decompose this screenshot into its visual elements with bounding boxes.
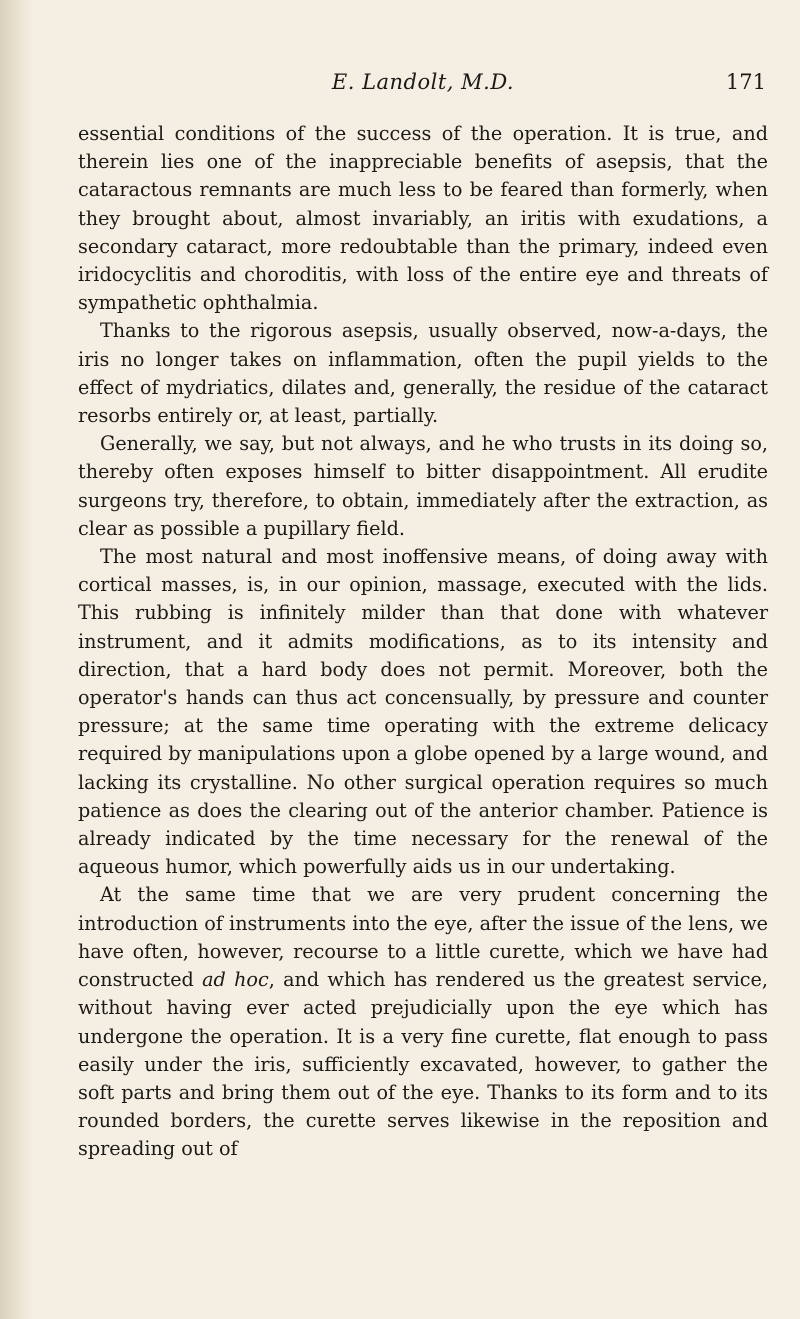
paragraph-5	[78, 881, 768, 1163]
page-number: 171	[725, 70, 766, 94]
body-text	[78, 120, 768, 1164]
paragraph-5-italic: ad hoc	[202, 968, 269, 992]
paragraph-2: Thanks to the rigorous asepsis, usually observed, now-a-days, the iris no longer takes on inflammation, often the pupil yields to the effect of mydriatics, dilates and, generally, the residue of the cataract resorbs entirely or, at least, partially.	[78, 319, 768, 428]
paragraph-5-text-a: At the same time that we are very prudent concerning the introduction of instruments into the eye, after the issue of the lens, we have often, however, recourse to a little curette, which we have had constructed	[78, 883, 768, 992]
page-binding-shadow	[0, 0, 34, 1319]
paragraph-5-text-b: , and which has rendered us the greatest service, without having ever acted prejudicially upon the eye which has undergone the operation. It is a very fine curette, flat enough to pass easily under the iris, sufficiently excavated, however, to gather the soft parts and bring them out of the eye. Thanks to its form and to its rounded borders, the curette serves likewise in the reposition and spreading out of	[78, 968, 768, 1161]
running-head	[78, 70, 768, 114]
book-page	[78, 70, 768, 1164]
paragraph-1: essential conditions of the success of the operation. It is true, and therein lies one of the inappreciable benefits of asepsis, that the cataractous remnants are much less to be feared than formerly, when they brought about, almost invariably, an iritis with exudations, a secondary cataract, more redoubtable than the primary, indeed even iridocyclitis and choroditis, with loss of the entire eye and threats of sympathetic ophthalmia.	[78, 122, 768, 315]
running-head-author: E. Landolt, M.D.	[331, 70, 515, 94]
paragraph-4: The most natural and most inoffensive means, of doing away with cortical masses, is, in our opinion, massage, executed with the lids. This rubbing is infinitely milder than that done with whatever instrument, and it admits modifications, as to its intensity and direction, that a hard body does not permit. Moreover, both the operator's hands can thus act concensually, by pressure and counter pressure; at the same time operating with the extreme delicacy required by manipulations upon a globe opened by a large wound, and lacking its crystalline. No other surgical operation requires so much patience as does the clearing out of the anterior chamber. Patience is already indicated by the time necessary for the renewal of the aqueous humor, which powerfully aids us in our undertaking.	[78, 545, 768, 879]
paragraph-3: Generally, we say, but not always, and he who trusts in its doing so, thereby often exposes himself to bitter disappointment. All erudite surgeons try, therefore, to obtain, immediately after the extraction, as clear as possible a pupillary field.	[78, 432, 768, 540]
